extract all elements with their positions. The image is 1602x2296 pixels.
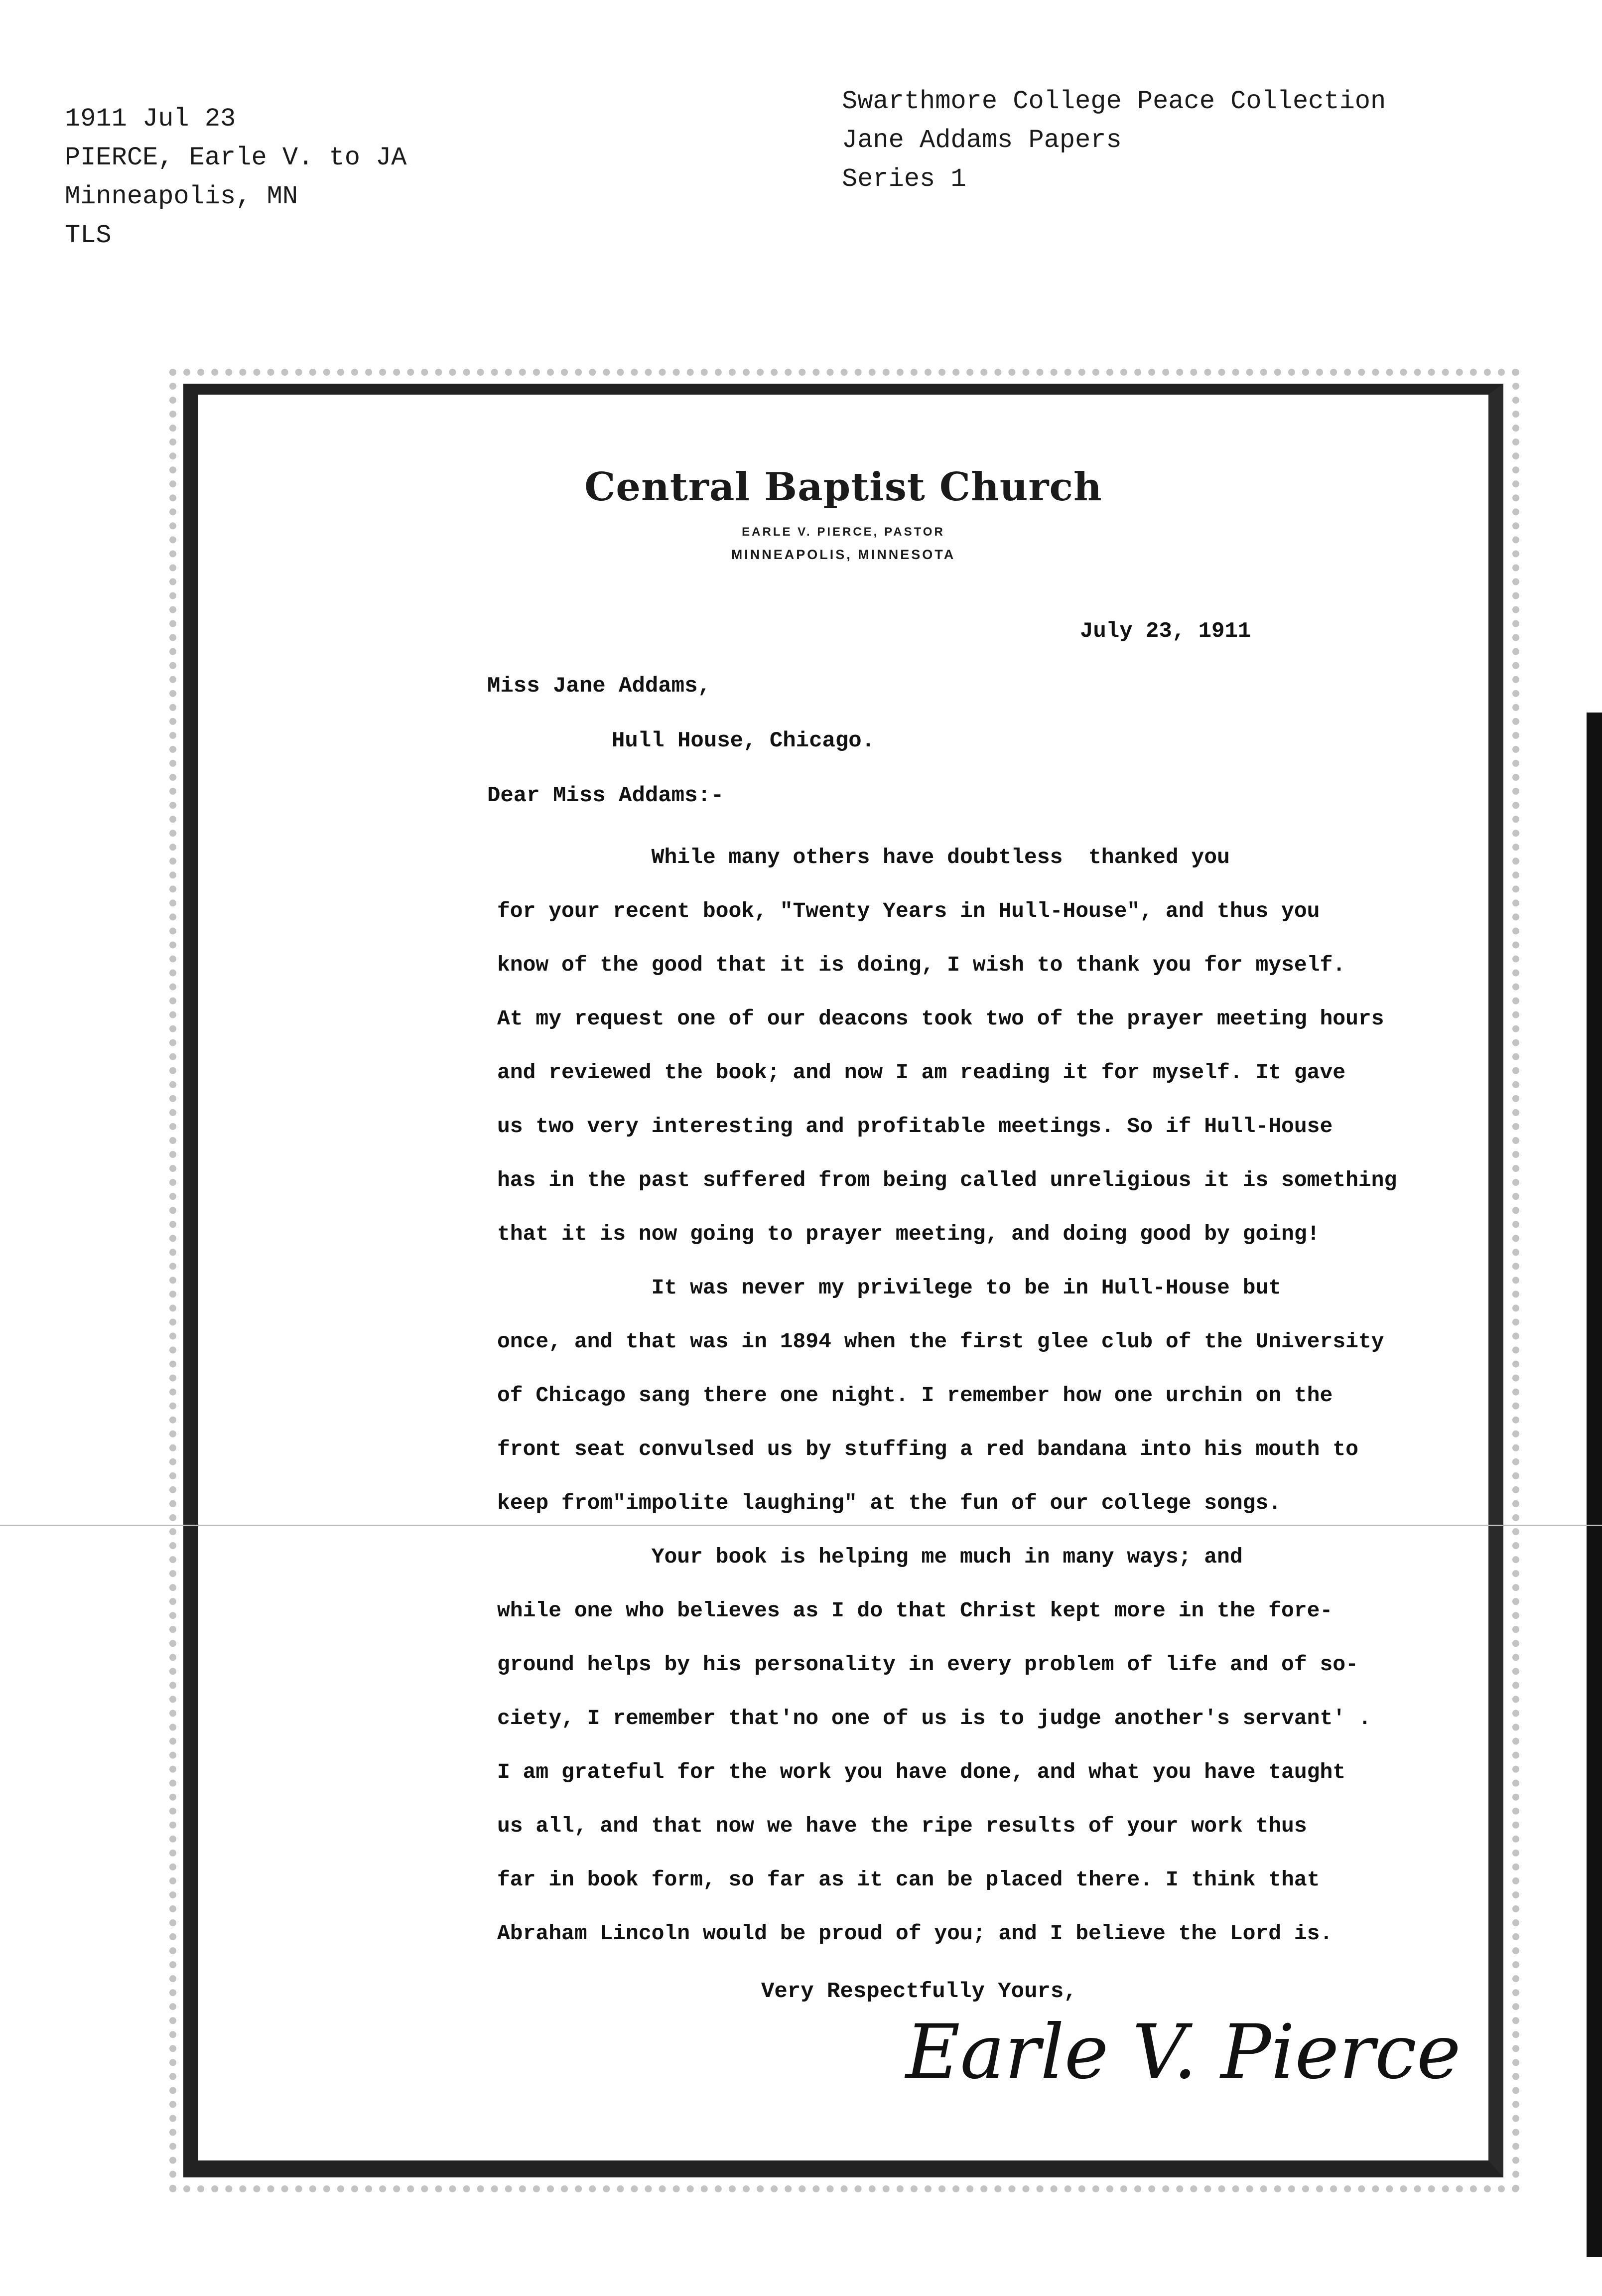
letterhead-city: MINNEAPOLIS, MINNESOTA [731, 547, 956, 562]
body-line: While many others have doubtless thanked you [497, 845, 1230, 869]
archive-metadata-left [65, 100, 407, 255]
body-line: keep from"impolite laughing" at the fun of our college songs. [497, 1491, 1282, 1515]
body-line: once, and that was in 1894 when the first glee club of the University [497, 1329, 1384, 1354]
letter-recipient: Miss Jane Addams, [487, 674, 711, 699]
body-line: while one who believes as I do that Christ kept more in the fore- [497, 1598, 1333, 1623]
body-line: know of the good that it is doing, I wish to thank you for myself. [497, 953, 1346, 977]
metadata-correspondents: PIERCE, Earle V. to JA [65, 143, 407, 172]
metadata-format: TLS [65, 221, 112, 250]
body-line: far in book form, so far as it can be placed there. I think that [497, 1867, 1320, 1892]
metadata-series: Series 1 [842, 164, 966, 194]
letter-sheet [183, 384, 1503, 2177]
body-line: that it is now going to prayer meeting, and doing good by going! [497, 1222, 1320, 1246]
letterhead-church: Central Baptist Church [584, 464, 1102, 510]
letter-address: Hull House, Chicago. [612, 728, 875, 753]
metadata-collection: Swarthmore College Peace Collection [842, 87, 1386, 116]
metadata-papers: Jane Addams Papers [842, 126, 1122, 155]
metadata-place: Minneapolis, MN [65, 182, 298, 211]
body-line: of Chicago sang there one night. I remember how one urchin on the [497, 1383, 1333, 1408]
letter-date: July 23, 1911 [1080, 619, 1251, 644]
body-line: and reviewed the book; and now I am reading it for myself. It gave [497, 1060, 1346, 1085]
metadata-date: 1911 Jul 23 [65, 104, 236, 134]
body-line: has in the past suffered from being called unreligious it is something [497, 1168, 1397, 1192]
letter-closing: Very Respectfully Yours, [761, 1979, 1077, 2004]
letter-body [497, 831, 1397, 1961]
body-line: It was never my privilege to be in Hull-House but [497, 1276, 1282, 1300]
scan-edge-mark [1587, 713, 1602, 2257]
handwritten-signature: Earle V. Pierce [906, 2009, 1461, 2096]
body-line: ciety, I remember that'no one of us is to judge another's servant' . [497, 1706, 1371, 1730]
body-line: ground helps by his personality in every problem of life and of so- [497, 1652, 1358, 1677]
letterhead-pastor: EARLE V. PIERCE, PASTOR [742, 525, 945, 539]
body-line: At my request one of our deacons took two of the prayer meeting hours [497, 1006, 1384, 1031]
body-line: Abraham Lincoln would be proud of you; and I believe the Lord is. [497, 1921, 1333, 1946]
body-line: Your book is helping me much in many ways; and [497, 1545, 1243, 1569]
letter-salutation: Dear Miss Addams:- [487, 783, 724, 808]
body-line: I am grateful for the work you have done, and what you have taught [497, 1760, 1346, 1784]
body-line: front seat convulsed us by stuffing a red bandana into his mouth to [497, 1437, 1358, 1461]
body-line: for your recent book, "Twenty Years in Hull-House", and thus you [497, 899, 1320, 923]
body-line: us two very interesting and profitable meetings. So if Hull-House [497, 1114, 1333, 1139]
archive-metadata-right [842, 82, 1386, 199]
body-line: us all, and that now we have the ripe results of your work thus [497, 1814, 1307, 1838]
scan-fold-line [0, 1525, 1602, 1526]
